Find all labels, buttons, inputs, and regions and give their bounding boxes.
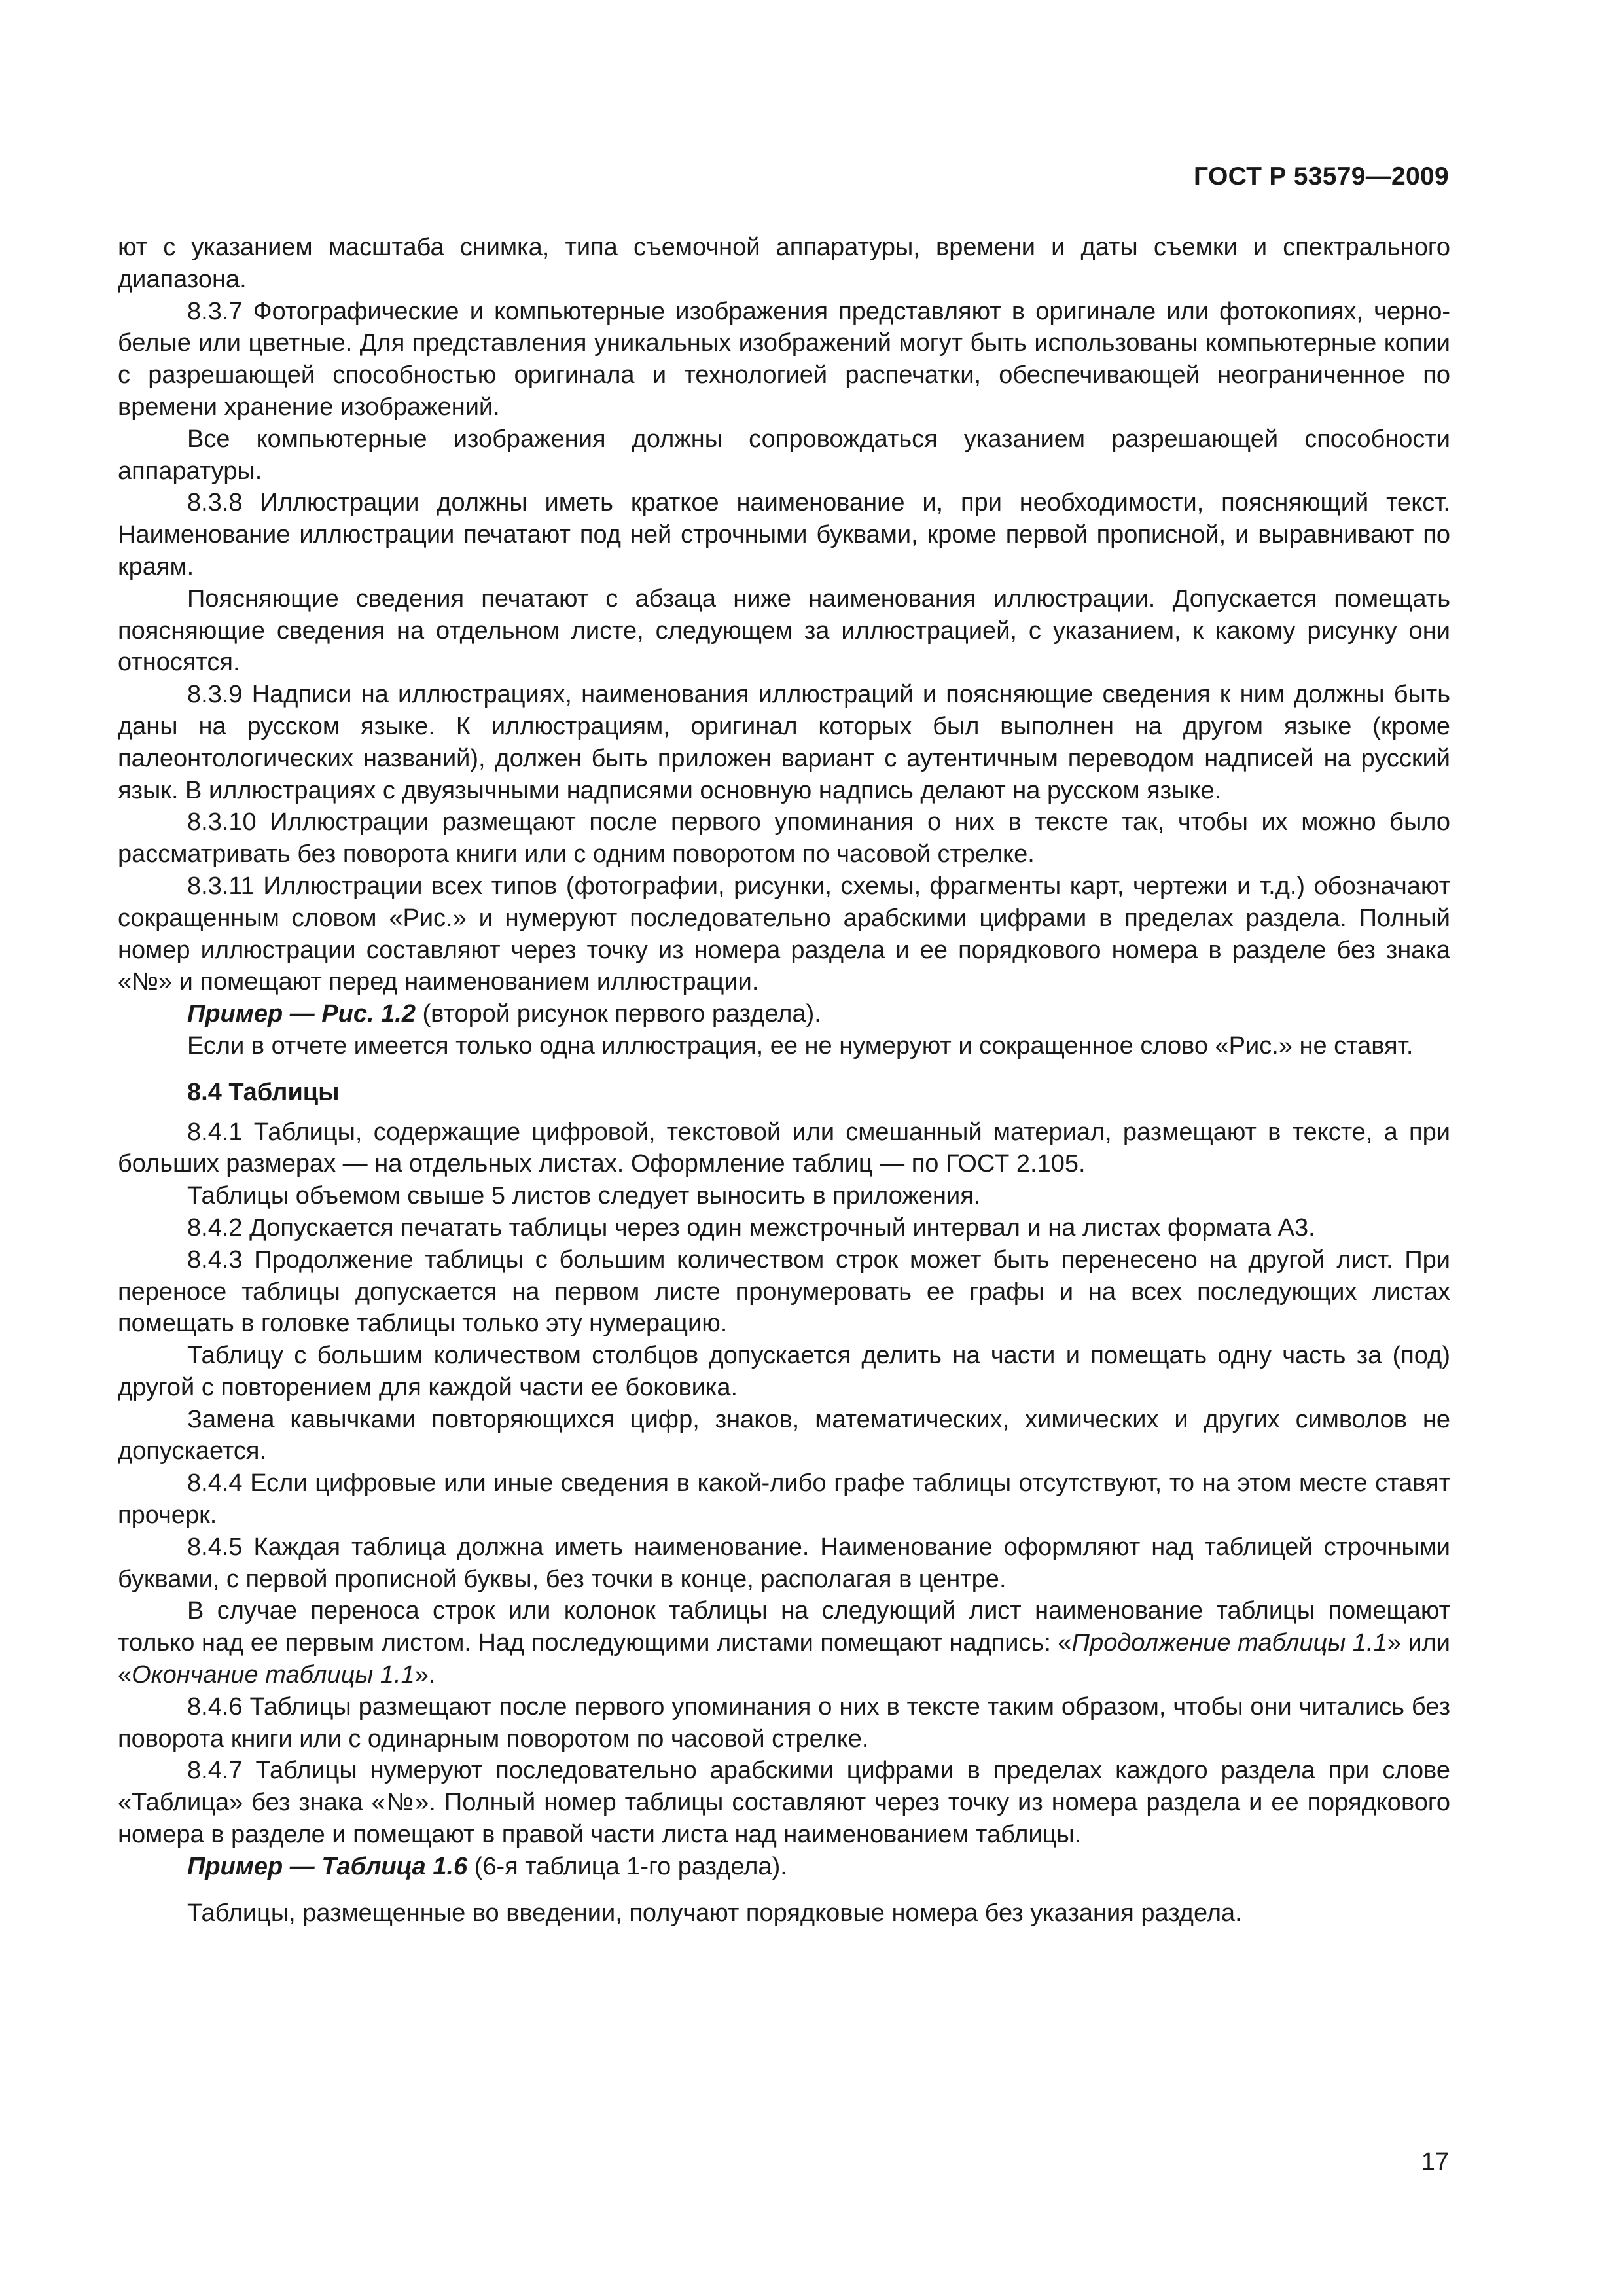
continuation-text-mid: » или « (118, 1629, 1450, 1689)
figure-example-label: Пример — Рис. 1.2 (187, 1000, 416, 1028)
paragraph: Все компьютерные изображения должны сопровождаться указанием разрешающей способности аппаратуры. (118, 425, 1450, 485)
paragraph-8-3-9: 8.3.9 Надписи на иллюстрациях, наименования иллюстраций и поясняющие сведения к ним должны быть даны на русском языке. К иллюстрациям, оригинал которых был выполнен на другом языке (кроме палеонтологических названий), должен быть приложен вариант с аутентичным переводом надписей на русский язык. В иллюстрациях с двуязычными надписями основную надпись делают на русском языке. (118, 681, 1450, 804)
table-example-text: (6-я таблица 1-го раздела). (467, 1852, 787, 1880)
paragraph-8-4-4: 8.4.4 Если цифровые или иные сведения в какой-либо графе таблицы отсутствуют, то на этом месте ставят прочерк. (118, 1469, 1450, 1530)
section-title-8-4: 8.4 Таблицы (187, 1078, 340, 1106)
paragraph-8-4-2: 8.4.2 Допускается печатать таблицы через один межстрочный интервал и на листах формата А3. (187, 1213, 1315, 1242)
document-code-header: ГОСТ Р 53579—2009 (1194, 162, 1449, 190)
paragraph-8-4-7: 8.4.7 Таблицы нумеруют последовательно арабскими цифрами в пределах каждого раздела при слове «Таблица» без знака «№». Полный номер таблицы составляют через точку из номера раздела и ее порядкового номера в разделе и помещают в правой части листа над наименованием таблицы. (118, 1757, 1450, 1849)
paragraph-table-continuation (118, 1595, 1450, 1691)
paragraph: Таблицу с большим количеством столбцов допускается делить на части и помещать одну часть за (под) другой с повторением для каждой части ее боковика. (118, 1342, 1450, 1401)
paragraph-8-3-7: 8.3.7 Фотографические и компьютерные изображения представляют в оригинале или фотокопиях, черно-белые или цветные. Для представления уникальных изображений могут быть использованы компьютерные копии с разрешающей способностью оригинала и технологией распечатки, обеспечивающей неограниченное по времени хранение изображений. (118, 297, 1450, 421)
paragraph-8-4-3: 8.4.3 Продолжение таблицы с большим количеством строк может быть перенесено на другой лист. При переносе таблицы допускается на первом листе пронумеровать ее графы и на всех последующих листах помещать в головке таблицы только эту нумерацию. (118, 1246, 1450, 1338)
paragraph: Поясняющие сведения печатают с абзаца ниже наименования иллюстрации. Допускается помещать поясняющие сведения на отдельном листе, следующем за иллюстрацией, с указанием, к какому рисунку они относятся. (118, 584, 1450, 677)
paragraph-8-3-8: 8.3.8 Иллюстрации должны иметь краткое наименование и, при необходимости, поясняющий текст. Наименование иллюстрации печатают под ней строчными буквами, кроме первой прописной, и выравнивают по краям. (118, 489, 1450, 581)
ending-label: Окончание таблицы 1.1 (132, 1661, 415, 1689)
paragraph: Таблицы объемом свыше 5 листов следует выносить в приложения. (187, 1182, 981, 1210)
table-example-label: Пример — Таблица 1.6 (187, 1852, 468, 1880)
page-number: 17 (1421, 2148, 1449, 2176)
paragraph-8-4-5: 8.4.5 Каждая таблица должна иметь наименование. Наименование оформляют над таблицей строчными буквами, с первой прописной буквы, без точки в конце, располагая в центре. (118, 1533, 1450, 1593)
paragraph: Замена кавычками повторяющихся цифр, знаков, математических, химических и других символов не допускается. (118, 1405, 1450, 1465)
figure-example-text: (второй рисунок первого раздела). (415, 1000, 821, 1028)
continuation-label: Продолжение таблицы 1.1 (1071, 1629, 1387, 1657)
paragraph: ют с указанием масштаба снимка, типа съемочной аппаратуры, времени и даты съемки и спектрального диапазона. (118, 234, 1450, 293)
paragraph-8-3-11: 8.3.11 Иллюстрации всех типов (фотографии, рисунки, схемы, фрагменты карт, чертежи и т.д.) обозначают сокращенным словом «Рис.» и нумеруют последовательно арабскими цифрами в пределах раздела. Полный номер иллюстрации составляют через точку из номера раздела и ее порядкового номера в разделе без знака «№» и помещают перед наименованием иллюстрации. (118, 872, 1450, 996)
paragraph: Таблицы, размещенные во введении, получают порядковые номера без указания раздела. (187, 1899, 1242, 1927)
paragraph-8-3-10: 8.3.10 Иллюстрации размещают после первого упоминания о них в тексте так, чтобы их можно было рассматривать без поворота книги или с одним поворотом по часовой стрелке. (118, 808, 1450, 869)
paragraph-8-4-6: 8.4.6 Таблицы размещают после первого упоминания о них в тексте таким образом, чтобы они читались без поворота книги или с одинарным поворотом по часовой стрелке. (118, 1693, 1450, 1753)
figure-example (118, 998, 1450, 1030)
continuation-text-end: ». (414, 1661, 436, 1689)
paragraph: Если в отчете имеется только одна иллюстрация, ее не нумеруют и сокращенное слово «Рис.» не ставят. (187, 1031, 1414, 1060)
paragraph-8-4-1: 8.4.1 Таблицы, содержащие цифровой, текстовой или смешанный материал, размещают в тексте, а при больших размерах — на отдельных листах. Оформление таблиц — по ГОСТ 2.105. (118, 1118, 1450, 1178)
table-example (118, 1851, 1450, 1883)
body-text (118, 232, 1450, 1929)
continuation-text-start: В случае переноса строк или колонок таблицы на следующий лист наименование таблицы помещают только над ее первым листом. Над последующими листами помещают надпись: « (118, 1597, 1450, 1657)
